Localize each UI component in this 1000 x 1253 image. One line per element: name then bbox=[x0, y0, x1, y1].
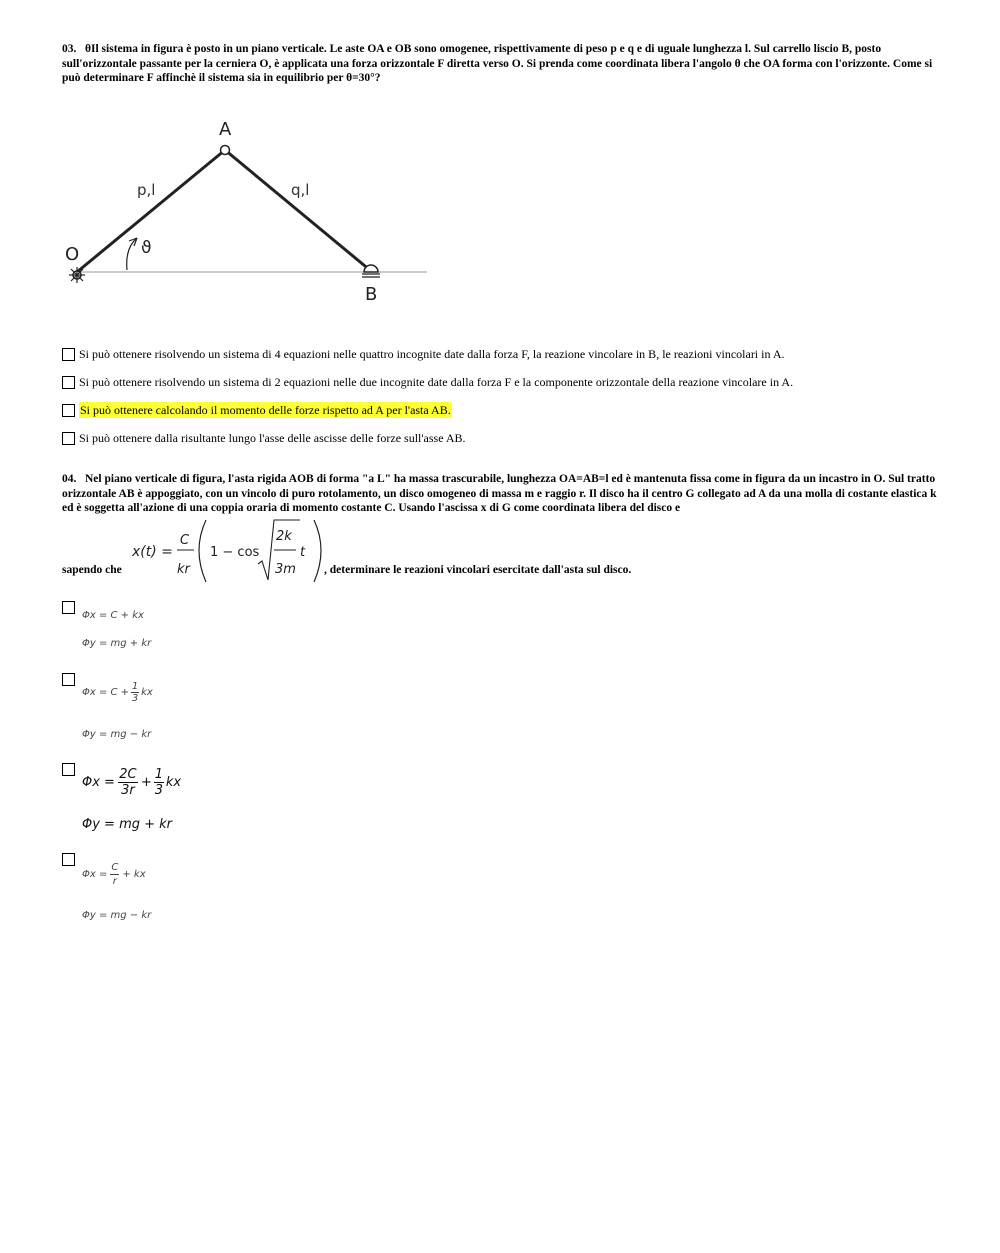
option-line-2: Φy = mg − kr bbox=[82, 729, 152, 740]
fraction bbox=[118, 767, 138, 798]
option-line-2: Φy = mg + kr bbox=[82, 638, 152, 649]
fraction-num: C bbox=[111, 862, 119, 873]
label-angle: ϑ bbox=[141, 238, 152, 258]
formula-one-minus-cos: 1 − cos bbox=[210, 545, 260, 560]
hinge-o-icon bbox=[69, 267, 85, 283]
paren-left bbox=[199, 520, 206, 582]
option-phi-x: Φx = bbox=[82, 775, 115, 790]
option-text: Si può ottenere dalla risultante lungo l'asse delle ascisse delle forze sull'asse AB. bbox=[79, 431, 466, 445]
option-text: Si può ottenere risolvendo un sistema di 2 equazioni nelle due incognite date dalla forza F e la componente orizzontale della reazione vincolare in A. bbox=[79, 375, 794, 389]
option-line-1 bbox=[82, 767, 181, 798]
option-text: Si può ottenere risolvendo un sistema di 4 equazioni nelle quattro incognite date dalla forza F, la reazione vincolare in B, le reazioni vincolari in A. bbox=[79, 347, 785, 361]
fraction-num: 1 bbox=[131, 681, 139, 692]
fraction bbox=[154, 767, 164, 798]
sapendo-che-label: sapendo che bbox=[62, 564, 122, 576]
option-plus: + bbox=[140, 775, 152, 790]
hinge-a bbox=[221, 146, 230, 155]
label-oa: p,l bbox=[137, 181, 156, 199]
option-line-1 bbox=[82, 861, 146, 888]
q3-option-1[interactable] bbox=[62, 346, 784, 362]
label-o: O bbox=[65, 244, 80, 265]
paren-right bbox=[314, 520, 321, 582]
option-line-2: Φy = mg + kr bbox=[82, 817, 173, 832]
checkbox[interactable] bbox=[62, 673, 75, 686]
fraction-den: 3r bbox=[121, 783, 135, 798]
question-04-text-after: , determinare le reazioni vincolari esercitate dall'asta sul disco. bbox=[324, 564, 632, 576]
fraction-den: 3 bbox=[131, 693, 139, 704]
label-b: B bbox=[365, 284, 378, 305]
label-ab: q,l bbox=[291, 181, 310, 199]
option-line-1 bbox=[82, 681, 153, 704]
q3-option-4[interactable] bbox=[62, 430, 466, 446]
q3-option-2[interactable] bbox=[62, 374, 793, 390]
checkbox[interactable] bbox=[62, 432, 75, 445]
option-suffix: kx bbox=[141, 687, 153, 698]
question-number: 03. bbox=[62, 43, 77, 55]
question-number: 04. bbox=[62, 473, 77, 485]
formula-inner-den: 3m bbox=[275, 562, 296, 577]
fraction-den: r bbox=[112, 876, 117, 887]
fraction-num: 2C bbox=[119, 767, 137, 782]
option-suffix: kx bbox=[165, 775, 182, 790]
fraction-den: 3 bbox=[154, 783, 163, 798]
fraction bbox=[131, 681, 139, 704]
label-a: A bbox=[219, 119, 232, 140]
option-line-1: Φx = C + kx bbox=[82, 610, 144, 621]
option-text-highlighted: Si può ottenere calcolando il momento delle forze rispetto ad A per l'asta AB. bbox=[80, 403, 451, 417]
q3-option-3[interactable] bbox=[62, 402, 452, 418]
formula-lhs: x(t) = bbox=[132, 544, 173, 560]
formula-num: C bbox=[180, 533, 190, 548]
formula-inner-num: 2k bbox=[276, 529, 292, 544]
formula-t: t bbox=[300, 545, 306, 560]
checkbox[interactable] bbox=[62, 404, 75, 417]
option-suffix: + kx bbox=[122, 869, 146, 880]
fraction bbox=[110, 861, 119, 888]
option-line-2: Φy = mg − kr bbox=[82, 910, 152, 921]
formula-den: kr bbox=[177, 562, 190, 577]
option-prefix: Φx = C + bbox=[82, 687, 130, 698]
question-03-text bbox=[62, 42, 942, 86]
option-phi-x: Φx = bbox=[82, 869, 108, 880]
question-body: θIl sistema in figura è posto in un piano verticale. Le aste OA e OB sono omogenee, rispettivamente di peso p e q e di uguale lunghezza l. Sul carrello liscio B, posto sull'orizzontale passante per la cerniera O, è applicata una forza orizzontale F diretta verso O. Si prenda come coordinata libera l'angolo θ che OA forma con l'orizzonte. Come si può determinare F affinchè il sistema sia in equilibrio per θ=30°? bbox=[62, 43, 933, 84]
fraction-num: 1 bbox=[154, 767, 163, 782]
checkbox[interactable] bbox=[62, 601, 75, 614]
formula-x-t bbox=[130, 514, 330, 586]
checkbox[interactable] bbox=[62, 853, 75, 866]
checkbox[interactable] bbox=[62, 376, 75, 389]
question-04-text bbox=[62, 472, 942, 516]
checkbox[interactable] bbox=[62, 763, 75, 776]
checkbox[interactable] bbox=[62, 348, 75, 361]
rod-ab bbox=[225, 150, 371, 271]
figure-rods-oab bbox=[55, 110, 495, 310]
question-body: Nel piano verticale di figura, l'asta rigida AOB di forma "a L" ha massa trascurabile, lunghezza OA=AB=l ed è mantenuta fissa come in figura da un incastro in O. Sul tratto orizzontale AB è appoggiato, con un vincolo di puro rotolamento, un disco omogeneo di massa m e raggio r. Il disco ha il centro G collegato ad A da una molla di costante elastica k ed è soggetta all'azione di una coppia oraria di momento costante C. Usando l'ascissa x di G come coordinata libera del disco e bbox=[62, 473, 937, 514]
